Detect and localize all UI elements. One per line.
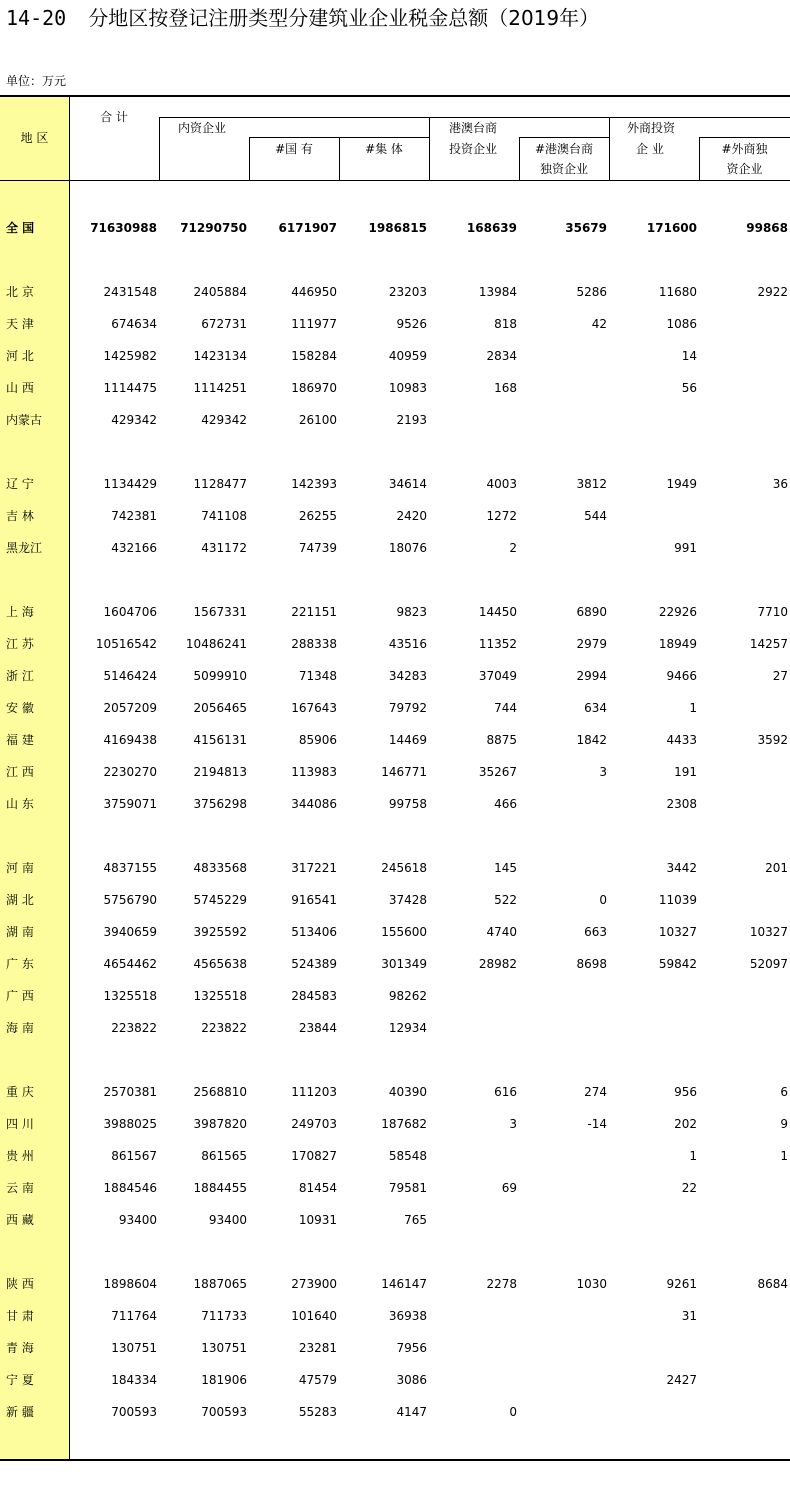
table-cell: 36938	[388, 1309, 427, 1323]
table-cell: 2979	[576, 637, 607, 651]
row-region-name: 吉 林	[6, 509, 34, 523]
row-region-name: 上 海	[6, 605, 34, 619]
table-cell: 1086	[666, 317, 697, 331]
column-divider-collective	[429, 117, 430, 180]
header-subgroup-line-hmt	[519, 137, 609, 138]
table-number: 14-20	[6, 6, 67, 30]
table-cell: 26255	[298, 509, 337, 523]
table-cell: 2	[509, 541, 517, 555]
table-cell: 1884546	[103, 1181, 157, 1195]
table-cell: 1423134	[193, 349, 247, 363]
table-cell: 0	[509, 1405, 517, 1419]
table-cell: 23844	[298, 1021, 337, 1035]
table-cell: 85906	[298, 733, 337, 747]
table-cell: 223822	[111, 1021, 157, 1035]
table-cell: 9466	[666, 669, 697, 683]
table-cell: 10486241	[185, 637, 247, 651]
row-region-name: 黑龙江	[6, 541, 43, 555]
row-region-name: 湖 南	[6, 925, 34, 939]
table-cell: 284583	[291, 989, 337, 1003]
table-cell: 818	[494, 317, 517, 331]
row-region-name: 广 东	[6, 957, 34, 971]
table-cell: 14469	[388, 733, 427, 747]
table-cell: 167643	[291, 701, 337, 715]
table-cell: 744	[494, 701, 517, 715]
table-cell: 146147	[381, 1277, 427, 1291]
table-cell: 5099910	[193, 669, 247, 683]
table-cell: 10327	[749, 925, 788, 939]
table-cell: 2056465	[193, 701, 247, 715]
table-cell: 991	[674, 541, 697, 555]
table-cell: 741108	[201, 509, 247, 523]
table-cell: 35267	[478, 765, 517, 779]
table-title: 分地区按登记注册类型分建筑业企业税金总额（2019年）	[88, 6, 600, 30]
row-region-name: 江 苏	[6, 637, 34, 651]
table-cell: 3759071	[103, 797, 157, 811]
table-cell: 711733	[201, 1309, 247, 1323]
row-region-name: 河 南	[6, 861, 34, 875]
table-cell: 5286	[576, 285, 607, 299]
table-cell: 3812	[576, 477, 607, 491]
table-cell: 2420	[396, 509, 427, 523]
table-cell: 71630988	[90, 221, 157, 235]
table-cell: 431172	[201, 541, 247, 555]
table-cell: 2230270	[103, 765, 157, 779]
table-cell: 4147	[396, 1405, 427, 1419]
table-cell: 6	[780, 1085, 788, 1099]
table-cell: 1	[689, 701, 697, 715]
table-cell: 616	[494, 1085, 517, 1099]
table-cell: 301349	[381, 957, 427, 971]
table-cell: 249703	[291, 1117, 337, 1131]
table-cell: 59842	[658, 957, 697, 971]
table-cell: 181906	[201, 1373, 247, 1387]
table-cell: 429342	[201, 413, 247, 427]
table-cell: 130751	[201, 1341, 247, 1355]
column-divider-region	[69, 97, 70, 1459]
table-cell: 14	[681, 349, 697, 363]
table-cell: 3925592	[193, 925, 247, 939]
table-cell: 81454	[298, 1181, 337, 1195]
row-region-name: 山 东	[6, 797, 34, 811]
table-cell: 58548	[388, 1149, 427, 1163]
table-cell: 1128477	[193, 477, 247, 491]
table-cell: 186970	[291, 381, 337, 395]
table-cell: 202	[674, 1117, 697, 1131]
row-region-name: 江 西	[6, 765, 34, 779]
row-region-name: 贵 州	[6, 1149, 34, 1163]
table-cell: 69	[501, 1181, 517, 1195]
table-cell: 8684	[757, 1277, 788, 1291]
table-cell: 130751	[111, 1341, 157, 1355]
table-cell: 52097	[749, 957, 788, 971]
table-cell: 142393	[291, 477, 337, 491]
table-cell: 201	[765, 861, 788, 875]
table-cell: 2431548	[103, 285, 157, 299]
table-cell: 93400	[208, 1213, 247, 1227]
table-cell: 11039	[658, 893, 697, 907]
row-region-name: 福 建	[6, 733, 34, 747]
column-divider-total	[159, 117, 160, 180]
table-cell: 4565638	[193, 957, 247, 971]
table-cell: 3	[599, 765, 607, 779]
row-region-name: 新 疆	[6, 1405, 34, 1419]
table-cell: 71290750	[180, 221, 247, 235]
table-cell: 466	[494, 797, 517, 811]
table-cell: 14450	[478, 605, 517, 619]
table-cell: 191	[674, 765, 697, 779]
table-cell: 37428	[388, 893, 427, 907]
table-cell: 274	[584, 1085, 607, 1099]
table-cell: 3086	[396, 1373, 427, 1387]
row-region-name: 四 川	[6, 1117, 34, 1131]
table-cell: 101640	[291, 1309, 337, 1323]
table-cell: 2427	[666, 1373, 697, 1387]
row-region-name: 河 北	[6, 349, 34, 363]
table-cell: 36	[772, 477, 788, 491]
table-cell: 4654462	[103, 957, 157, 971]
table-cell: 672731	[201, 317, 247, 331]
header-hmt-line1: 港澳台商	[449, 121, 498, 135]
header-hmt-line2: 投资企业	[449, 142, 498, 156]
table-cell: 47579	[298, 1373, 337, 1387]
table-cell: 634	[584, 701, 607, 715]
table-cell: 1134429	[103, 477, 157, 491]
row-region-name: 湖 北	[6, 893, 34, 907]
table-cell: 155600	[381, 925, 427, 939]
table-cell: -14	[587, 1117, 607, 1131]
table-cell: 4003	[486, 477, 517, 491]
row-region-name: 海 南	[6, 1021, 34, 1035]
table-cell: 6171907	[278, 221, 337, 235]
table-cell: 9	[780, 1117, 788, 1131]
table-cell: 113983	[291, 765, 337, 779]
table-cell: 146771	[381, 765, 427, 779]
table-cell: 170827	[291, 1149, 337, 1163]
table-cell: 1	[780, 1149, 788, 1163]
table-cell: 317221	[291, 861, 337, 875]
row-region-name: 广 西	[6, 989, 34, 1003]
table-cell: 9526	[396, 317, 427, 331]
table-cell: 168639	[466, 221, 517, 235]
table-cell: 2308	[666, 797, 697, 811]
row-region-name: 天 津	[6, 317, 34, 331]
table-cell: 10931	[298, 1213, 337, 1227]
table-cell: 43516	[388, 637, 427, 651]
header-total: 合 计	[100, 110, 128, 124]
table-cell: 1325518	[193, 989, 247, 1003]
table-cell: 34283	[388, 669, 427, 683]
table-cell: 711764	[111, 1309, 157, 1323]
row-region-name: 青 海	[6, 1341, 34, 1355]
row-region-name: 陕 西	[6, 1277, 34, 1291]
table-cell: 9261	[666, 1277, 697, 1291]
table-cell: 513406	[291, 925, 337, 939]
table-cell: 2057209	[103, 701, 157, 715]
row-region-name: 全 国	[6, 221, 35, 235]
table-cell: 14257	[749, 637, 788, 651]
table-cell: 4740	[486, 925, 517, 939]
table-cell: 221151	[291, 605, 337, 619]
header-state-owned: #国 有	[275, 142, 313, 156]
table-cell: 4833568	[193, 861, 247, 875]
table-cell: 1030	[576, 1277, 607, 1291]
table-cell: 3756298	[193, 797, 247, 811]
table-cell: 22	[681, 1181, 697, 1195]
table-bottom-border	[0, 1459, 790, 1461]
table-cell: 1325518	[103, 989, 157, 1003]
table-cell: 22926	[658, 605, 697, 619]
header-foreign-line2: 企 业	[636, 142, 664, 156]
table-cell: 956	[674, 1085, 697, 1099]
table-cell: 27	[772, 669, 788, 683]
table-cell: 245618	[381, 861, 427, 875]
table-cell: 3592	[757, 733, 788, 747]
table-cell: 18949	[658, 637, 697, 651]
table-cell: 273900	[291, 1277, 337, 1291]
table-cell: 2922	[757, 285, 788, 299]
table-cell: 3442	[666, 861, 697, 875]
table-cell: 1567331	[193, 605, 247, 619]
table-cell: 93400	[118, 1213, 157, 1227]
table-cell: 11680	[658, 285, 697, 299]
header-collective: #集 体	[365, 142, 403, 156]
table-cell: 1949	[666, 477, 697, 491]
table-cell: 28982	[478, 957, 517, 971]
table-cell: 98262	[388, 989, 427, 1003]
table-cell: 700593	[201, 1405, 247, 1419]
row-region-name: 浙 江	[6, 669, 34, 683]
table-cell: 544	[584, 509, 607, 523]
table-cell: 74739	[298, 541, 337, 555]
table-cell: 1887065	[193, 1277, 247, 1291]
header-foreign-line1: 外商投资	[627, 121, 676, 135]
table-cell: 1114251	[193, 381, 247, 395]
table-cell: 742381	[111, 509, 157, 523]
table-cell: 7710	[757, 605, 788, 619]
header-foreign-sole-line2: 资企业	[726, 162, 763, 176]
table-cell: 55283	[298, 1405, 337, 1419]
table-cell: 99758	[388, 797, 427, 811]
row-region-name: 辽 宁	[6, 477, 34, 491]
table-cell: 99868	[746, 221, 788, 235]
row-region-name: 西 藏	[6, 1213, 34, 1227]
table-cell: 10983	[388, 381, 427, 395]
table-cell: 145	[494, 861, 517, 875]
table-cell: 37049	[478, 669, 517, 683]
table-cell: 6890	[576, 605, 607, 619]
table-cell: 79792	[388, 701, 427, 715]
table-cell: 10327	[658, 925, 697, 939]
table-cell: 3	[509, 1117, 517, 1131]
table-cell: 168	[494, 381, 517, 395]
row-region-name: 重 庆	[6, 1085, 34, 1099]
table-cell: 1884455	[193, 1181, 247, 1195]
table-cell: 42	[591, 317, 607, 331]
table-cell: 344086	[291, 797, 337, 811]
row-region-name: 内蒙古	[6, 413, 43, 427]
table-cell: 2405884	[193, 285, 247, 299]
header-bottom-border	[0, 180, 790, 181]
table-cell: 429342	[111, 413, 157, 427]
table-cell: 35679	[565, 221, 607, 235]
column-divider-hmt-sole	[609, 117, 610, 180]
table-cell: 158284	[291, 349, 337, 363]
table-cell: 31	[681, 1309, 697, 1323]
table-cell: 2194813	[193, 765, 247, 779]
table-cell: 171600	[646, 221, 697, 235]
row-region-name: 山 西	[6, 381, 34, 395]
header-domestic: 内资企业	[178, 121, 227, 135]
table-cell: 40959	[388, 349, 427, 363]
table-cell: 1	[689, 1149, 697, 1163]
header-subgroup-line-foreign	[699, 137, 790, 138]
table-cell: 1604706	[103, 605, 157, 619]
table-cell: 861567	[111, 1149, 157, 1163]
table-cell: 13984	[478, 285, 517, 299]
table-cell: 8875	[486, 733, 517, 747]
table-cell: 9823	[396, 605, 427, 619]
table-cell: 1272	[486, 509, 517, 523]
row-region-name: 北 京	[6, 285, 34, 299]
table-cell: 522	[494, 893, 517, 907]
table-cell: 2570381	[103, 1085, 157, 1099]
table-cell: 7956	[396, 1341, 427, 1355]
table-cell: 288338	[291, 637, 337, 651]
table-cell: 34614	[388, 477, 427, 491]
table-cell: 187682	[381, 1117, 427, 1131]
table-cell: 2994	[576, 669, 607, 683]
row-region-name: 云 南	[6, 1181, 34, 1195]
table-cell: 0	[599, 893, 607, 907]
table-cell: 1898604	[103, 1277, 157, 1291]
table-cell: 4169438	[103, 733, 157, 747]
table-cell: 1986815	[368, 221, 427, 235]
table-cell: 56	[681, 381, 697, 395]
table-cell: 18076	[388, 541, 427, 555]
table-cell: 4156131	[193, 733, 247, 747]
row-region-name: 甘 肃	[6, 1309, 34, 1323]
table-cell: 184334	[111, 1373, 157, 1387]
table-cell: 4837155	[103, 861, 157, 875]
table-cell: 2834	[486, 349, 517, 363]
row-region-name: 安 徽	[6, 701, 34, 715]
table-cell: 3988025	[103, 1117, 157, 1131]
table-cell: 2278	[486, 1277, 517, 1291]
table-cell: 12934	[388, 1021, 427, 1035]
table-cell: 2193	[396, 413, 427, 427]
table-top-border	[0, 95, 790, 97]
table-cell: 2568810	[193, 1085, 247, 1099]
table-cell: 432166	[111, 541, 157, 555]
table-cell: 23203	[388, 285, 427, 299]
header-hmt-sole-line2: 独资企业	[539, 162, 588, 176]
table-cell: 26100	[298, 413, 337, 427]
table-cell: 3940659	[103, 925, 157, 939]
table-cell: 111203	[291, 1085, 337, 1099]
header-hmt-sole-line1: #港澳台商	[534, 142, 594, 156]
table-cell: 5146424	[103, 669, 157, 683]
table-cell: 8698	[576, 957, 607, 971]
table-cell: 223822	[201, 1021, 247, 1035]
table-cell: 663	[584, 925, 607, 939]
unit-label: 单位：万元	[6, 74, 67, 88]
table-cell: 916541	[291, 893, 337, 907]
row-region-name: 宁 夏	[6, 1373, 34, 1387]
table-cell: 10516542	[95, 637, 157, 651]
table-cell: 674634	[111, 317, 157, 331]
table-cell: 40390	[388, 1085, 427, 1099]
table-cell: 524389	[291, 957, 337, 971]
table-cell: 1114475	[103, 381, 157, 395]
header-region: 地 区	[20, 131, 49, 145]
table-cell: 23281	[298, 1341, 337, 1355]
table-cell: 111977	[291, 317, 337, 331]
table-cell: 446950	[291, 285, 337, 299]
page-title	[6, 4, 599, 32]
table-cell: 861565	[201, 1149, 247, 1163]
table-cell: 765	[404, 1213, 427, 1227]
table-cell: 4433	[666, 733, 697, 747]
table-cell: 71348	[298, 669, 337, 683]
table-cell: 11352	[478, 637, 517, 651]
table-cell: 700593	[111, 1405, 157, 1419]
table-cell: 1842	[576, 733, 607, 747]
table-cell: 3987820	[193, 1117, 247, 1131]
header-foreign-sole-line1: #外商独	[721, 142, 768, 156]
table-cell: 1425982	[103, 349, 157, 363]
table-cell: 5756790	[103, 893, 157, 907]
table-cell: 79581	[388, 1181, 427, 1195]
table-cell: 5745229	[193, 893, 247, 907]
